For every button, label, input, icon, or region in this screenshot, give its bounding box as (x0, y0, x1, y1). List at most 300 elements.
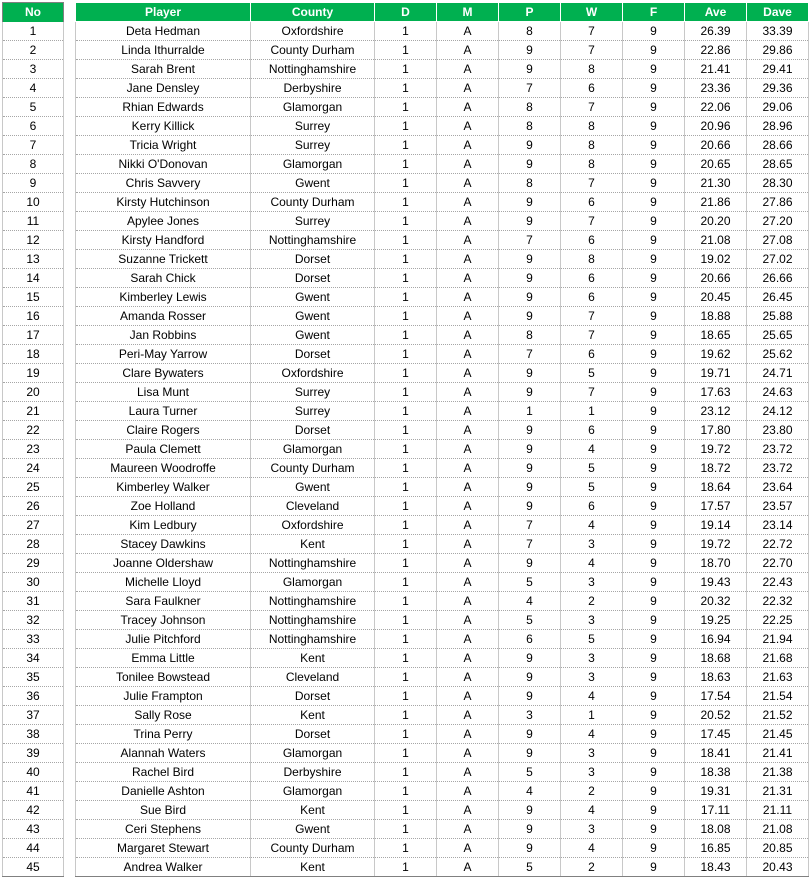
m-cell[interactable]: A (437, 212, 499, 231)
dave-cell[interactable]: 23.72 (747, 459, 809, 478)
ave-cell[interactable]: 17.11 (685, 801, 747, 820)
dave-cell[interactable]: 23.72 (747, 440, 809, 459)
f-cell[interactable]: 9 (623, 820, 685, 839)
dave-cell[interactable]: 26.66 (747, 269, 809, 288)
dave-cell[interactable]: 27.08 (747, 231, 809, 250)
county-cell[interactable]: Glamorgan (251, 744, 375, 763)
f-cell[interactable]: 9 (623, 193, 685, 212)
w-cell[interactable]: 7 (561, 174, 623, 193)
county-cell[interactable]: Dorset (251, 345, 375, 364)
ave-cell[interactable]: 20.20 (685, 212, 747, 231)
dave-cell[interactable]: 24.63 (747, 383, 809, 402)
w-cell[interactable]: 7 (561, 326, 623, 345)
ave-cell[interactable]: 22.06 (685, 98, 747, 117)
rank-number-cell[interactable]: 22 (3, 421, 64, 440)
f-cell[interactable]: 9 (623, 535, 685, 554)
dave-cell[interactable]: 22.43 (747, 573, 809, 592)
w-cell[interactable]: 7 (561, 98, 623, 117)
m-cell[interactable]: A (437, 763, 499, 782)
d-cell[interactable]: 1 (375, 269, 437, 288)
m-cell[interactable]: A (437, 60, 499, 79)
player-cell[interactable]: Laura Turner (76, 402, 251, 421)
dave-cell[interactable]: 23.14 (747, 516, 809, 535)
dave-cell[interactable]: 23.57 (747, 497, 809, 516)
m-cell[interactable]: A (437, 364, 499, 383)
p-cell[interactable]: 9 (499, 554, 561, 573)
d-cell[interactable]: 1 (375, 573, 437, 592)
player-cell[interactable]: Paula Clemett (76, 440, 251, 459)
ave-cell[interactable]: 23.36 (685, 79, 747, 98)
d-cell[interactable]: 1 (375, 402, 437, 421)
county-cell[interactable]: Nottinghamshire (251, 554, 375, 573)
f-cell[interactable]: 9 (623, 763, 685, 782)
f-cell[interactable]: 9 (623, 212, 685, 231)
player-cell[interactable]: Suzanne Trickett (76, 250, 251, 269)
p-cell[interactable]: 9 (499, 687, 561, 706)
dave-cell[interactable]: 20.85 (747, 839, 809, 858)
ave-cell[interactable]: 19.72 (685, 440, 747, 459)
dave-cell[interactable]: 23.80 (747, 421, 809, 440)
f-cell[interactable]: 9 (623, 839, 685, 858)
rank-number-cell[interactable]: 12 (3, 231, 64, 250)
p-cell[interactable]: 5 (499, 611, 561, 630)
f-cell[interactable]: 9 (623, 79, 685, 98)
player-cell[interactable]: Kirsty Hutchinson (76, 193, 251, 212)
county-cell[interactable]: Gwent (251, 288, 375, 307)
m-cell[interactable]: A (437, 630, 499, 649)
dave-cell[interactable]: 29.41 (747, 60, 809, 79)
w-cell[interactable]: 6 (561, 345, 623, 364)
rank-number-cell[interactable]: 4 (3, 79, 64, 98)
dave-cell[interactable]: 21.45 (747, 725, 809, 744)
p-cell[interactable]: 9 (499, 801, 561, 820)
d-cell[interactable]: 1 (375, 649, 437, 668)
d-cell[interactable]: 1 (375, 687, 437, 706)
dave-cell[interactable]: 22.32 (747, 592, 809, 611)
d-cell[interactable]: 1 (375, 60, 437, 79)
rank-number-cell[interactable]: 28 (3, 535, 64, 554)
d-cell[interactable]: 1 (375, 155, 437, 174)
w-cell[interactable]: 3 (561, 611, 623, 630)
ave-cell[interactable]: 18.68 (685, 649, 747, 668)
player-cell[interactable]: Peri-May Yarrow (76, 345, 251, 364)
w-cell[interactable]: 8 (561, 155, 623, 174)
d-column-header[interactable]: D (375, 3, 437, 22)
f-cell[interactable]: 9 (623, 858, 685, 877)
f-cell[interactable]: 9 (623, 307, 685, 326)
m-cell[interactable]: A (437, 402, 499, 421)
f-column-header[interactable]: F (623, 3, 685, 22)
player-cell[interactable]: Claire Rogers (76, 421, 251, 440)
m-cell[interactable]: A (437, 611, 499, 630)
ave-cell[interactable]: 19.02 (685, 250, 747, 269)
p-cell[interactable]: 9 (499, 459, 561, 478)
w-cell[interactable]: 1 (561, 402, 623, 421)
w-cell[interactable]: 4 (561, 516, 623, 535)
p-cell[interactable]: 9 (499, 839, 561, 858)
m-cell[interactable]: A (437, 744, 499, 763)
rank-number-cell[interactable]: 9 (3, 174, 64, 193)
county-cell[interactable]: Dorset (251, 250, 375, 269)
f-cell[interactable]: 9 (623, 649, 685, 668)
player-cell[interactable]: Kim Ledbury (76, 516, 251, 535)
ave-cell[interactable]: 23.12 (685, 402, 747, 421)
dave-cell[interactable]: 21.52 (747, 706, 809, 725)
ave-cell[interactable]: 18.65 (685, 326, 747, 345)
dave-cell[interactable]: 29.06 (747, 98, 809, 117)
d-cell[interactable]: 1 (375, 858, 437, 877)
dave-cell[interactable]: 23.64 (747, 478, 809, 497)
county-cell[interactable]: Surrey (251, 117, 375, 136)
w-column-header[interactable]: W (561, 3, 623, 22)
county-cell[interactable]: Glamorgan (251, 155, 375, 174)
f-cell[interactable]: 9 (623, 744, 685, 763)
county-cell[interactable]: Glamorgan (251, 98, 375, 117)
f-cell[interactable]: 9 (623, 440, 685, 459)
p-cell[interactable]: 9 (499, 288, 561, 307)
w-cell[interactable]: 7 (561, 307, 623, 326)
p-cell[interactable]: 9 (499, 478, 561, 497)
player-cell[interactable]: Sally Rose (76, 706, 251, 725)
dave-cell[interactable]: 21.08 (747, 820, 809, 839)
dave-cell[interactable]: 29.36 (747, 79, 809, 98)
county-cell[interactable]: Kent (251, 706, 375, 725)
w-cell[interactable]: 6 (561, 269, 623, 288)
player-cell[interactable]: Linda Ithurralde (76, 41, 251, 60)
m-cell[interactable]: A (437, 478, 499, 497)
w-cell[interactable]: 4 (561, 554, 623, 573)
p-cell[interactable]: 7 (499, 535, 561, 554)
rank-number-cell[interactable]: 16 (3, 307, 64, 326)
m-cell[interactable]: A (437, 801, 499, 820)
rank-number-cell[interactable]: 13 (3, 250, 64, 269)
player-cell[interactable]: Maureen Woodroffe (76, 459, 251, 478)
rank-number-cell[interactable]: 42 (3, 801, 64, 820)
f-cell[interactable]: 9 (623, 231, 685, 250)
d-cell[interactable]: 1 (375, 212, 437, 231)
d-cell[interactable]: 1 (375, 706, 437, 725)
rank-number-cell[interactable]: 32 (3, 611, 64, 630)
player-cell[interactable]: Sarah Chick (76, 269, 251, 288)
rank-number-cell[interactable]: 10 (3, 193, 64, 212)
county-cell[interactable]: Surrey (251, 383, 375, 402)
w-cell[interactable]: 2 (561, 592, 623, 611)
m-cell[interactable]: A (437, 193, 499, 212)
f-cell[interactable]: 9 (623, 668, 685, 687)
dave-cell[interactable]: 24.71 (747, 364, 809, 383)
f-cell[interactable]: 9 (623, 478, 685, 497)
rank-number-cell[interactable]: 25 (3, 478, 64, 497)
p-cell[interactable]: 9 (499, 193, 561, 212)
county-cell[interactable]: Kent (251, 858, 375, 877)
rank-number-cell[interactable]: 15 (3, 288, 64, 307)
p-cell[interactable]: 9 (499, 155, 561, 174)
county-cell[interactable]: Nottinghamshire (251, 231, 375, 250)
d-cell[interactable]: 1 (375, 98, 437, 117)
rank-number-cell[interactable]: 40 (3, 763, 64, 782)
p-cell[interactable]: 9 (499, 41, 561, 60)
f-cell[interactable]: 9 (623, 98, 685, 117)
dave-cell[interactable]: 24.12 (747, 402, 809, 421)
w-cell[interactable]: 4 (561, 440, 623, 459)
p-cell[interactable]: 9 (499, 364, 561, 383)
p-cell[interactable]: 3 (499, 706, 561, 725)
f-cell[interactable]: 9 (623, 250, 685, 269)
county-cell[interactable]: Oxfordshire (251, 364, 375, 383)
f-cell[interactable]: 9 (623, 516, 685, 535)
m-cell[interactable]: A (437, 250, 499, 269)
f-cell[interactable]: 9 (623, 706, 685, 725)
f-cell[interactable]: 9 (623, 801, 685, 820)
player-cell[interactable]: Alannah Waters (76, 744, 251, 763)
county-cell[interactable]: County Durham (251, 839, 375, 858)
rank-number-cell[interactable]: 2 (3, 41, 64, 60)
rank-number-cell[interactable]: 21 (3, 402, 64, 421)
ave-cell[interactable]: 17.45 (685, 725, 747, 744)
ave-cell[interactable]: 20.96 (685, 117, 747, 136)
player-cell[interactable]: Kirsty Handford (76, 231, 251, 250)
player-cell[interactable]: Kerry Killick (76, 117, 251, 136)
ave-cell[interactable]: 19.72 (685, 535, 747, 554)
p-cell[interactable]: 5 (499, 763, 561, 782)
rank-number-cell[interactable]: 14 (3, 269, 64, 288)
county-cell[interactable]: Surrey (251, 136, 375, 155)
dave-column-header[interactable]: Dave (747, 3, 809, 22)
rank-number-cell[interactable]: 1 (3, 22, 64, 41)
dave-cell[interactable]: 20.43 (747, 858, 809, 877)
dave-cell[interactable]: 21.94 (747, 630, 809, 649)
w-cell[interactable]: 4 (561, 839, 623, 858)
m-cell[interactable]: A (437, 516, 499, 535)
rank-number-cell[interactable]: 34 (3, 649, 64, 668)
p-cell[interactable]: 9 (499, 820, 561, 839)
rank-number-cell[interactable]: 24 (3, 459, 64, 478)
ave-cell[interactable]: 17.57 (685, 497, 747, 516)
d-cell[interactable]: 1 (375, 782, 437, 801)
m-cell[interactable]: A (437, 421, 499, 440)
d-cell[interactable]: 1 (375, 288, 437, 307)
d-cell[interactable]: 1 (375, 554, 437, 573)
county-cell[interactable]: Dorset (251, 269, 375, 288)
county-cell[interactable]: Cleveland (251, 668, 375, 687)
dave-cell[interactable]: 28.65 (747, 155, 809, 174)
ave-cell[interactable]: 17.54 (685, 687, 747, 706)
m-cell[interactable]: A (437, 782, 499, 801)
player-cell[interactable]: Nikki O'Donovan (76, 155, 251, 174)
rank-number-cell[interactable]: 17 (3, 326, 64, 345)
d-cell[interactable]: 1 (375, 193, 437, 212)
d-cell[interactable]: 1 (375, 725, 437, 744)
m-cell[interactable]: A (437, 136, 499, 155)
no-column-header[interactable]: No (3, 3, 64, 22)
ave-cell[interactable]: 19.25 (685, 611, 747, 630)
county-cell[interactable]: County Durham (251, 41, 375, 60)
rank-number-cell[interactable]: 18 (3, 345, 64, 364)
rank-number-cell[interactable]: 43 (3, 820, 64, 839)
dave-cell[interactable]: 21.38 (747, 763, 809, 782)
p-cell[interactable]: 7 (499, 79, 561, 98)
county-column-header[interactable]: County (251, 3, 375, 22)
rank-number-cell[interactable]: 31 (3, 592, 64, 611)
ave-cell[interactable]: 18.88 (685, 307, 747, 326)
county-cell[interactable]: Nottinghamshire (251, 611, 375, 630)
dave-cell[interactable]: 29.86 (747, 41, 809, 60)
rank-number-cell[interactable]: 39 (3, 744, 64, 763)
m-cell[interactable]: A (437, 117, 499, 136)
player-cell[interactable]: Rachel Bird (76, 763, 251, 782)
county-cell[interactable]: Nottinghamshire (251, 60, 375, 79)
player-cell[interactable]: Michelle Lloyd (76, 573, 251, 592)
w-cell[interactable]: 5 (561, 459, 623, 478)
county-cell[interactable]: Kent (251, 801, 375, 820)
m-cell[interactable]: A (437, 820, 499, 839)
dave-cell[interactable]: 22.72 (747, 535, 809, 554)
county-cell[interactable]: Glamorgan (251, 573, 375, 592)
w-cell[interactable]: 6 (561, 79, 623, 98)
ave-cell[interactable]: 18.70 (685, 554, 747, 573)
player-cell[interactable]: Stacey Dawkins (76, 535, 251, 554)
county-cell[interactable]: Dorset (251, 421, 375, 440)
ave-cell[interactable]: 21.41 (685, 60, 747, 79)
ave-cell[interactable]: 20.66 (685, 269, 747, 288)
f-cell[interactable]: 9 (623, 421, 685, 440)
rank-number-cell[interactable]: 27 (3, 516, 64, 535)
county-cell[interactable]: Kent (251, 649, 375, 668)
rank-number-cell[interactable]: 35 (3, 668, 64, 687)
dave-cell[interactable]: 22.25 (747, 611, 809, 630)
dave-cell[interactable]: 21.11 (747, 801, 809, 820)
dave-cell[interactable]: 27.86 (747, 193, 809, 212)
rank-number-cell[interactable]: 8 (3, 155, 64, 174)
w-cell[interactable]: 4 (561, 687, 623, 706)
player-cell[interactable]: Trina Perry (76, 725, 251, 744)
p-cell[interactable]: 9 (499, 136, 561, 155)
p-cell[interactable]: 6 (499, 630, 561, 649)
county-cell[interactable]: Derbyshire (251, 79, 375, 98)
ave-cell[interactable]: 18.43 (685, 858, 747, 877)
w-cell[interactable]: 5 (561, 630, 623, 649)
m-cell[interactable]: A (437, 79, 499, 98)
ave-cell[interactable]: 17.80 (685, 421, 747, 440)
d-cell[interactable]: 1 (375, 763, 437, 782)
w-cell[interactable]: 3 (561, 763, 623, 782)
p-cell[interactable]: 9 (499, 421, 561, 440)
w-cell[interactable]: 8 (561, 117, 623, 136)
ave-cell[interactable]: 22.86 (685, 41, 747, 60)
player-cell[interactable]: Tonilee Bowstead (76, 668, 251, 687)
county-cell[interactable]: Nottinghamshire (251, 592, 375, 611)
w-cell[interactable]: 4 (561, 725, 623, 744)
f-cell[interactable]: 9 (623, 22, 685, 41)
p-cell[interactable]: 4 (499, 782, 561, 801)
dave-cell[interactable]: 28.66 (747, 136, 809, 155)
ave-cell[interactable]: 18.63 (685, 668, 747, 687)
dave-cell[interactable]: 25.62 (747, 345, 809, 364)
ave-cell[interactable]: 17.63 (685, 383, 747, 402)
p-cell[interactable]: 9 (499, 269, 561, 288)
p-cell[interactable]: 7 (499, 231, 561, 250)
f-cell[interactable]: 9 (623, 288, 685, 307)
w-cell[interactable]: 6 (561, 193, 623, 212)
dave-cell[interactable]: 22.70 (747, 554, 809, 573)
w-cell[interactable]: 6 (561, 421, 623, 440)
rank-number-cell[interactable]: 5 (3, 98, 64, 117)
f-cell[interactable]: 9 (623, 383, 685, 402)
w-cell[interactable]: 2 (561, 782, 623, 801)
p-column-header[interactable]: P (499, 3, 561, 22)
county-cell[interactable]: Glamorgan (251, 440, 375, 459)
ave-cell[interactable]: 18.08 (685, 820, 747, 839)
w-cell[interactable]: 6 (561, 288, 623, 307)
p-cell[interactable]: 9 (499, 725, 561, 744)
d-cell[interactable]: 1 (375, 440, 437, 459)
rank-number-cell[interactable]: 7 (3, 136, 64, 155)
d-cell[interactable]: 1 (375, 307, 437, 326)
player-cell[interactable]: Jane Densley (76, 79, 251, 98)
f-cell[interactable]: 9 (623, 402, 685, 421)
m-cell[interactable]: A (437, 839, 499, 858)
w-cell[interactable]: 8 (561, 60, 623, 79)
d-cell[interactable]: 1 (375, 174, 437, 193)
w-cell[interactable]: 5 (561, 364, 623, 383)
m-cell[interactable]: A (437, 706, 499, 725)
m-cell[interactable]: A (437, 326, 499, 345)
county-cell[interactable]: Gwent (251, 326, 375, 345)
w-cell[interactable]: 3 (561, 649, 623, 668)
player-cell[interactable]: Emma Little (76, 649, 251, 668)
ave-cell[interactable]: 21.30 (685, 174, 747, 193)
m-cell[interactable]: A (437, 497, 499, 516)
player-cell[interactable]: Lisa Munt (76, 383, 251, 402)
p-cell[interactable]: 1 (499, 402, 561, 421)
ave-cell[interactable]: 20.45 (685, 288, 747, 307)
p-cell[interactable]: 7 (499, 345, 561, 364)
d-cell[interactable]: 1 (375, 820, 437, 839)
player-cell[interactable]: Danielle Ashton (76, 782, 251, 801)
m-cell[interactable]: A (437, 22, 499, 41)
player-cell[interactable]: Margaret Stewart (76, 839, 251, 858)
ave-cell[interactable]: 21.86 (685, 193, 747, 212)
w-cell[interactable]: 3 (561, 744, 623, 763)
dave-cell[interactable]: 28.30 (747, 174, 809, 193)
p-cell[interactable]: 9 (499, 250, 561, 269)
f-cell[interactable]: 9 (623, 459, 685, 478)
m-cell[interactable]: A (437, 459, 499, 478)
ave-cell[interactable]: 26.39 (685, 22, 747, 41)
p-cell[interactable]: 8 (499, 326, 561, 345)
dave-cell[interactable]: 26.45 (747, 288, 809, 307)
ave-cell[interactable]: 20.65 (685, 155, 747, 174)
dave-cell[interactable]: 21.68 (747, 649, 809, 668)
p-cell[interactable]: 9 (499, 497, 561, 516)
rank-number-cell[interactable]: 26 (3, 497, 64, 516)
rank-number-cell[interactable]: 30 (3, 573, 64, 592)
m-cell[interactable]: A (437, 687, 499, 706)
m-cell[interactable]: A (437, 725, 499, 744)
p-cell[interactable]: 9 (499, 744, 561, 763)
rank-number-cell[interactable]: 19 (3, 364, 64, 383)
w-cell[interactable]: 7 (561, 22, 623, 41)
p-cell[interactable]: 9 (499, 60, 561, 79)
m-cell[interactable]: A (437, 307, 499, 326)
county-cell[interactable]: County Durham (251, 193, 375, 212)
f-cell[interactable]: 9 (623, 554, 685, 573)
county-cell[interactable]: Gwent (251, 307, 375, 326)
d-cell[interactable]: 1 (375, 801, 437, 820)
player-cell[interactable]: Kimberley Lewis (76, 288, 251, 307)
player-cell[interactable]: Amanda Rosser (76, 307, 251, 326)
rank-number-cell[interactable]: 6 (3, 117, 64, 136)
